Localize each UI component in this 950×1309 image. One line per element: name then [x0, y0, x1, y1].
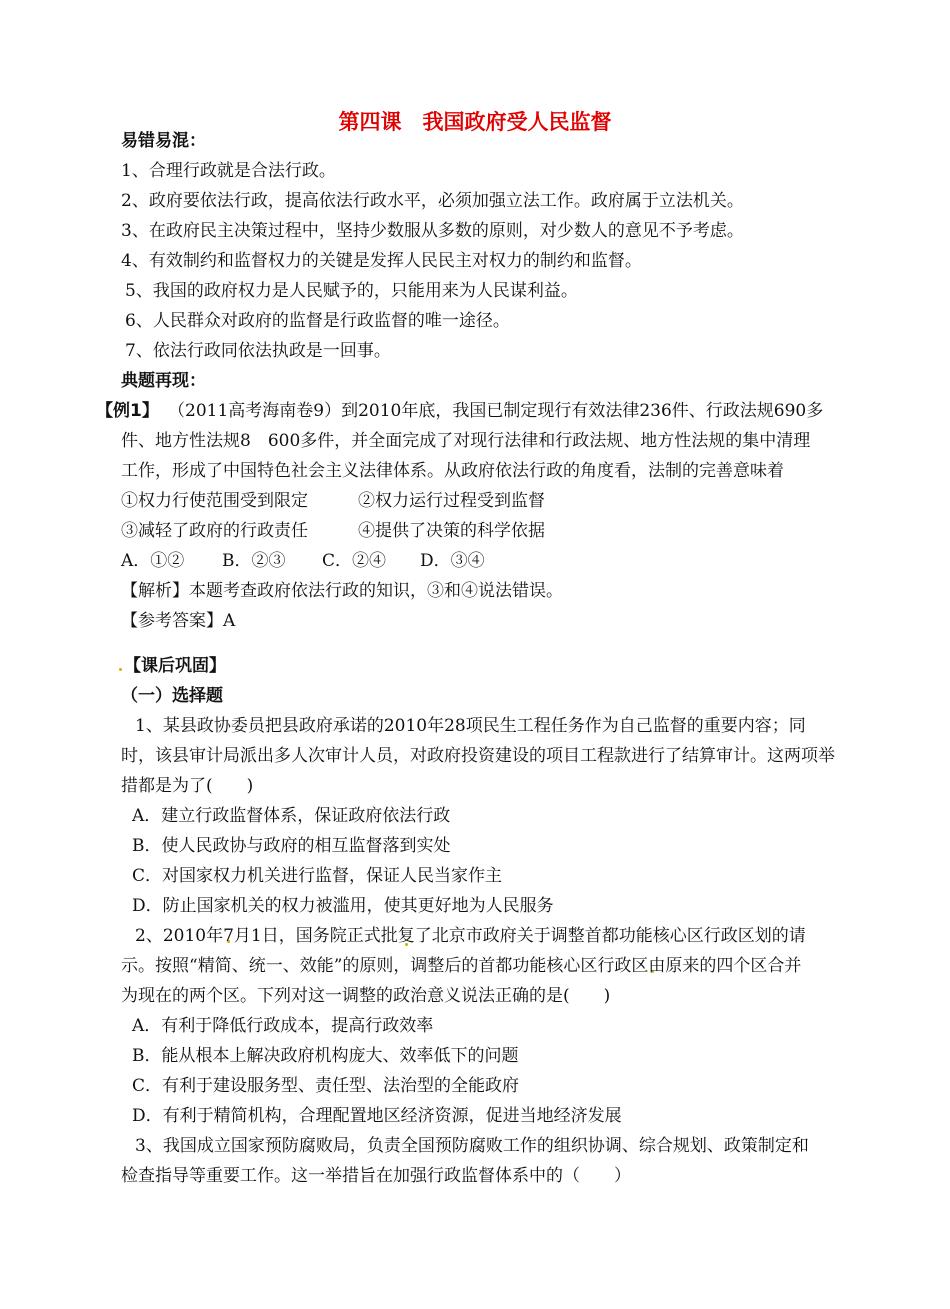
section-heading-practice: 【课后巩固】 [124, 656, 226, 676]
example-analysis: 【解析】本题考查政府依法行政的知识，③和④说法错误。 [121, 581, 563, 601]
question-option: A．建立行政监督体系，保证政府依法行政 [132, 806, 451, 826]
error-item: 5、我国的政府权力是人民赋予的，只能用来为人民谋利益。 [125, 281, 578, 301]
question-text-line: 时，该县审计局派出多人次审计人员，对政府投资建设的项目工程款进行了结算审计。这两项举 [121, 746, 835, 766]
question-option: C．对国家权力机关进行监督，保证人民当家作主 [132, 866, 503, 886]
example-text-line: （2011高考海南卷9）到2010年底，我国已制定现行有效法律236件、行政法规690多 [168, 401, 824, 421]
error-item: 1、合理行政就是合法行政。 [121, 161, 336, 181]
example-statement: ②权力运行过程受到监督 [358, 491, 545, 511]
question-text-line: 示。按照“精简、统一、效能”的原则，调整后的首都功能核心区行政区由原来的四个区合并 [121, 956, 802, 976]
example-statement: ④提供了决策的科学依据 [358, 521, 545, 541]
example-text-line: 工作，形成了中国特色社会主义法律体系。从政府依法行政的角度看，法制的完善意味着 [121, 461, 784, 481]
example-choice: A．①② [121, 551, 185, 571]
error-item: 6、人民群众对政府的监督是行政监督的唯一途径。 [125, 311, 510, 331]
example-choice: D．③④ [420, 551, 485, 571]
question-text-line: 2、2010年7月1日，国务院正式批复了北京市政府关于调整首都功能核心区行政区划的请 [135, 926, 806, 946]
example-statement: ③减轻了政府的行政责任 [121, 521, 308, 541]
example-statement: ①权力行使范围受到限定 [121, 491, 308, 511]
question-option: A．有利于降低行政成本，提高行政效率 [132, 1016, 434, 1036]
section-heading-examples: 典题再现： [121, 371, 206, 391]
question-option: D．有利于精简机构，合理配置地区经济资源，促进当地经济发展 [132, 1106, 622, 1126]
subheading-choice-questions: （一）选择题 [121, 686, 223, 706]
example-answer: 【参考答案】A [121, 611, 236, 631]
question-text-line: 为现在的两个区。下列对这一调整的政治意义说法正确的是( ) [121, 986, 611, 1006]
page-title: 第四课 我国政府受人民监督 [338, 110, 612, 134]
stray-dot [119, 668, 122, 671]
error-item: 4、有效制约和监督权力的关键是发挥人民民主对权力的制约和监督。 [121, 251, 642, 271]
example-choice: C．②④ [322, 551, 387, 571]
question-text-line: 检查指导等重要工作。这一举措旨在加强行政监督体系中的（ ） [121, 1166, 631, 1186]
question-option: D．防止国家机关的权力被滥用，使其更好地为人民服务 [132, 896, 554, 916]
example-choice: B．②③ [222, 551, 286, 571]
section-heading-errors: 易错易混： [121, 131, 206, 151]
error-item: 7、依法行政同依法执政是一回事。 [125, 341, 391, 361]
question-text-line: 措都是为了( ) [121, 776, 254, 796]
example-label: 【例1】 [96, 401, 159, 421]
question-option: B．使人民政协与政府的相互监督落到实处 [132, 836, 451, 856]
error-item: 2、政府要依法行政，提高依法行政水平，必须加强立法工作。政府属于立法机关。 [121, 191, 744, 211]
question-text-line: 1、某县政协委员把县政府承诺的2010年28项民生工程任务作为自己监督的重要内容；同 [135, 716, 806, 736]
question-option: B．能从根本上解决政府机构庞大、效率低下的问题 [132, 1046, 519, 1066]
question-option: C．有利于建设服务型、责任型、法治型的全能政府 [132, 1076, 520, 1096]
error-item: 3、在政府民主决策过程中，坚持少数服从多数的原则，对少数人的意见不予考虑。 [121, 221, 744, 241]
example-text-line: 件、地方性法规8 600多件，并全面完成了对现行法律和行政法规、地方性法规的集中清理 [121, 431, 811, 451]
question-text-line: 3、我国成立国家预防腐败局，负责全国预防腐败工作的组织协调、综合规划、政策制定和 [135, 1136, 809, 1156]
